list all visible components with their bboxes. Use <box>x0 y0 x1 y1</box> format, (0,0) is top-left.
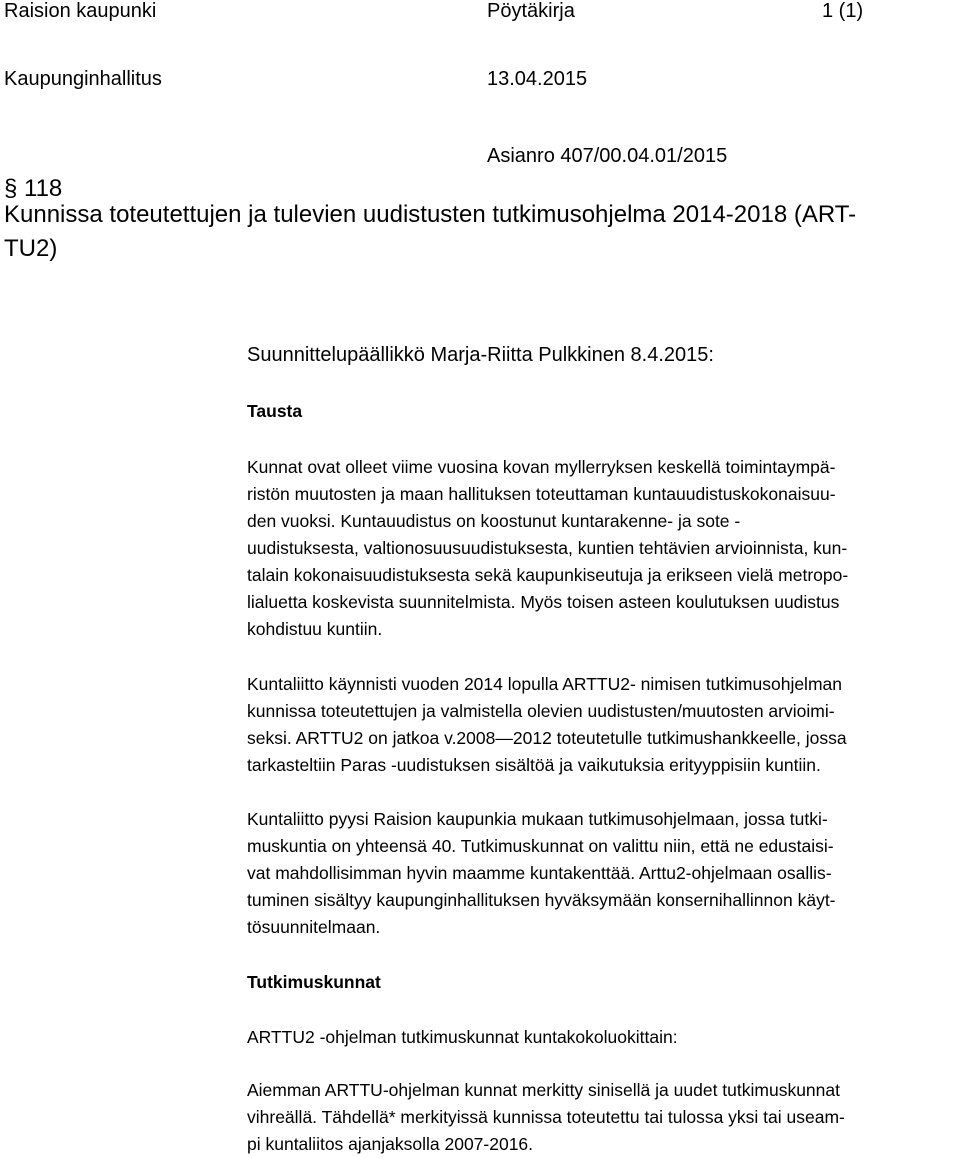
text-line: Kuntaliitto pyysi Raision kaupunkia mukaan tutkimusohjelmaan, jossa tutki- <box>247 809 828 829</box>
section-title-line1: Kunnissa toteutettujen ja tulevien uudistusten tutkimusohjelma 2014-2018 (ART- <box>4 201 857 228</box>
paragraph-background <box>247 454 848 643</box>
text-line: tösuunnitelmaan. <box>247 917 381 937</box>
case-number: Asianro 407/00.04.01/2015 <box>487 145 728 167</box>
governing-body: Kaupunginhallitus <box>4 68 162 90</box>
doc-type: Pöytäkirja <box>487 0 575 22</box>
text-line: Kuntaliitto käynnisti vuoden 2014 lopulla ARTTU2- nimisen tutkimusohjelman <box>247 674 842 694</box>
section-number: § 118 <box>4 175 63 202</box>
page-number: 1 (1) <box>822 0 864 22</box>
meeting-date: 13.04.2015 <box>487 68 588 90</box>
text-line: Kunnat ovat olleet viime vuosina kovan myllerryksen keskellä toimintaympä- <box>247 457 836 477</box>
text-line: ARTTU2 -ohjelman tutkimuskunnat kuntakokoluokittain: <box>247 1027 678 1047</box>
text-line: vat mahdollisimman hyvin maamme kuntakenttää. Arttu2-ohjelmaan osallis- <box>247 863 832 883</box>
text-line: muskuntia on yhteensä 40. Tutkimuskunnat on valittu niin, että ne edustaisi- <box>247 836 834 856</box>
paragraph-municipality-list-intro <box>247 1024 678 1051</box>
text-line: Aiemman ARTTU-ohjelman kunnat merkitty sinisellä ja uudet tutkimuskunnat <box>247 1080 840 1100</box>
text-line: kunnissa toteutettujen ja valmistella olevien uudistusten/muutosten arvioimi- <box>247 701 835 721</box>
paragraph-arttu2-launch <box>247 671 847 779</box>
text-line: seksi. ARTTU2 on jatkoa v.2008—2012 toteutetulle tutkimushankkeelle, jossa <box>247 728 847 748</box>
paragraph-raisio-participation <box>247 806 836 941</box>
text-line: tuminen sisältyy kaupunginhallituksen hyväksymään konsernihallinnon käyt- <box>247 890 836 910</box>
section-title-line2: TU2) <box>4 235 58 262</box>
paragraph-legend-note <box>247 1077 845 1158</box>
text-line: tarkasteltiin Paras -uudistuksen sisältöä ja vaikutuksia erityyppisiin kuntiin. <box>247 755 821 775</box>
text-line: ristön muutosten ja maan hallituksen toteuttaman kuntauudistuskokonaisuu- <box>247 484 836 504</box>
text-line: kohdistuu kuntiin. <box>247 619 383 639</box>
text-line: lialuetta koskevista suunnitelmista. Myös toisen asteen koulutuksen uudistus <box>247 592 840 612</box>
text-line: den vuoksi. Kuntauudistus on koostunut kuntarakenne- ja sote - <box>247 511 741 531</box>
text-line: talain kokonaisuudistuksesta sekä kaupunkiseutuja ja erikseen vielä metropo- <box>247 565 849 585</box>
text-line: pi kuntaliitos ajanjaksolla 2007-2016. <box>247 1134 534 1154</box>
presenter-line: Suunnittelupäällikkö Marja-Riitta Pulkkinen 8.4.2015: <box>247 344 714 366</box>
heading-tausta: Tausta <box>247 401 303 421</box>
text-line: vihreällä. Tähdellä* merkityissä kunnissa toteutettu tai tulossa yksi tai useam- <box>247 1107 845 1127</box>
heading-tutkimuskunnat: Tutkimuskunnat <box>247 972 381 992</box>
text-line: uudistuksesta, valtionosuusuudistuksesta, kuntien tehtävien arvioinnista, kun- <box>247 538 848 558</box>
org-name: Raision kaupunki <box>4 0 157 22</box>
